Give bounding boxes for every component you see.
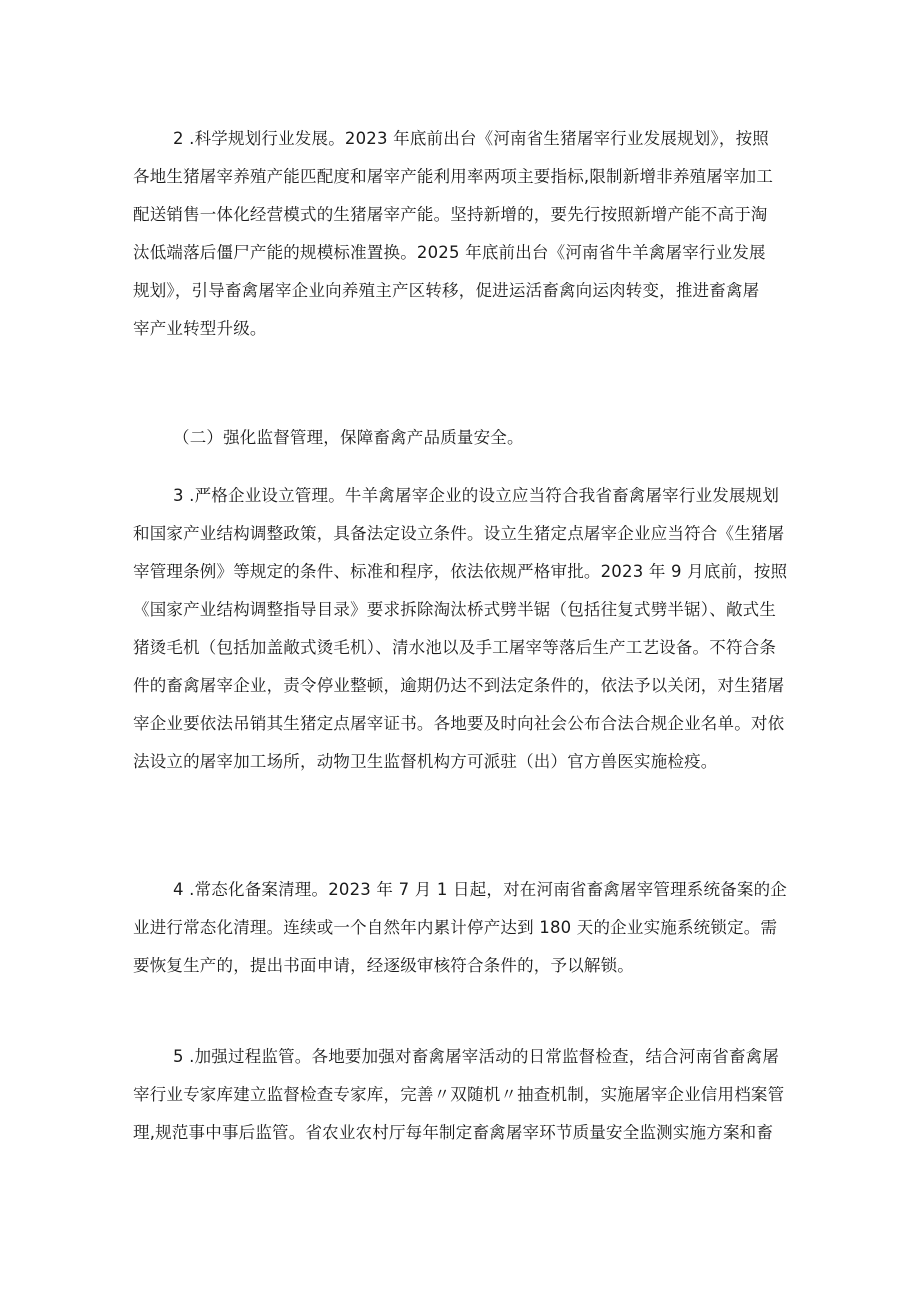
text-line: 法设立的屠宰加工场所，动物卫生监督机构方可派驻（出）官方兽医实施检疫。 — [133, 752, 718, 771]
text-line: 要恢复生产的，提出书面申请，经逐级审核符合条件的，予以解锁。 — [133, 956, 634, 975]
text-line: 《国家产业结构调整指导目录》要求拆除淘汰桥式劈半锯（包括往复式劈半锯）、敞式生 — [133, 600, 777, 619]
section-heading: （二）强化监督管理，保障畜禽产品质量安全。 — [173, 428, 524, 447]
text-line: 猪烫毛机（包括加盖敞式烫毛机）、清水池以及手工屠宰等落后生产工艺设备。不符合条 — [133, 638, 777, 657]
text-line: 配送销售一体化经营模式的生猪屠宰产能。坚持新增的，要先行按照新增产能不高于淘 — [133, 205, 768, 224]
paragraph-plan-industry — [133, 120, 795, 348]
text-line: 2 .科学规划行业发展。2023 年底前出台《河南省生猪屠宰行业发展规划》，按照 — [173, 129, 769, 148]
text-line: 宰行业专家库建立监督检查专家库，完善〃双随机〃抽查机制，实施屠宰企业信用档案管 — [133, 1085, 785, 1104]
paragraph-record-cleanup — [133, 871, 795, 985]
text-line: 5 .加强过程监管。各地要加强对畜禽屠宰活动的日常监督检查，结合河南省畜禽屠 — [173, 1047, 780, 1066]
text-line: 业进行常态化清理。连续或一个自然年内累计停产达到 180 天的企业实施系统锁定。需 — [133, 918, 778, 937]
text-line: 3 .严格企业设立管理。牛羊禽屠宰企业的设立应当符合我省畜禽屠宰行业发展规划 — [173, 486, 780, 505]
text-line: 件的畜禽屠宰企业，责令停业整顿，逾期仍达不到法定条件的，依法予以关闭，对生猪屠 — [133, 676, 785, 695]
text-line: 宰企业要依法吊销其生猪定点屠宰证书。各地要及时向社会公布合法合规企业名单。对依 — [133, 714, 785, 733]
text-line: 和国家产业结构调整政策，具备法定设立条件。设立生猪定点屠宰企业应当符合《生猪屠 — [133, 524, 785, 543]
text-line: 理,规范事中事后监管。省农业农村厅每年制定畜禽屠宰环节质量安全监测实施方案和畜 — [133, 1123, 774, 1142]
text-line: 4 .常态化备案清理。2023 年 7 月 1 日起，对在河南省畜禽屠宰管理系统备案的企 — [173, 880, 787, 899]
text-line: 规划》，引导畜禽屠宰企业向养殖主产区转移，促进运活畜禽向运肉转变，推进畜禽屠 — [133, 281, 760, 300]
paragraph-process-supervision — [133, 1038, 795, 1152]
text-line: 宰产业转型升级。 — [133, 319, 267, 338]
paragraph-enterprise-management — [133, 477, 795, 781]
text-line: 汰低端落后僵尸产能的规模标准置换。2025 年底前出台《河南省牛羊禽屠宰行业发展 — [133, 243, 766, 262]
text-line: 各地生猪屠宰养殖产能匹配度和屠宰产能利用率两项主要指标,限制新增非养殖屠宰加工 — [133, 167, 774, 186]
text-line: 宰管理条例》等规定的条件、标准和程序，依法依规严格审批。2023 年 9 月底前，按照 — [133, 562, 788, 581]
